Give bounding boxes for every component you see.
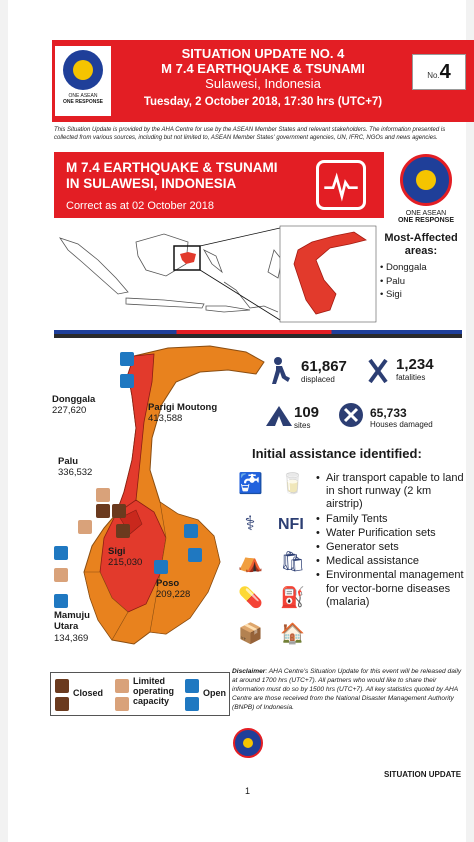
list-item: • Donggala — [380, 261, 466, 274]
most-affected-heading: Most-Affected areas: — [384, 232, 458, 257]
stat-value: 61,867 — [301, 358, 347, 375]
boxes-icon: 📦 — [238, 623, 263, 645]
update-number-box — [412, 54, 466, 90]
logo-tagline-2: ONE RESPONSE — [62, 99, 103, 105]
port-limited-icon — [78, 520, 92, 534]
place-palu — [58, 456, 92, 479]
place-name: Mamuju Utara — [54, 610, 90, 633]
update-number-value: 4 — [439, 61, 451, 83]
header-update-number: SITUATION UPDATE NO. 4 — [181, 46, 345, 61]
jerry-can-icon: ⛽ — [280, 587, 305, 609]
place-sigi — [108, 546, 142, 569]
port-closed-icon — [96, 504, 110, 518]
water-tap-icon: 🚰 — [238, 473, 263, 495]
port-open-icon — [120, 374, 134, 388]
logo-tagline-1: ONE ASEAN — [405, 210, 447, 217]
logo-tagline-2: ONE RESPONSE — [397, 217, 454, 224]
list-item: • Family Tents — [316, 513, 464, 526]
place-name: Poso — [156, 578, 180, 589]
place-population: 413,588 — [148, 413, 183, 425]
tent-icon: ⛺ — [238, 551, 263, 573]
list-item: • Palu — [380, 275, 466, 288]
legend-closed-port-icon — [55, 697, 69, 711]
most-affected-panel — [376, 232, 466, 301]
stat-value: 65,733 — [370, 406, 407, 420]
most-affected-list — [380, 261, 466, 301]
disclaimer-lead: Disclaimer — [232, 668, 266, 675]
update-number-prefix: No. — [427, 71, 440, 80]
medical-caduceus-icon: ⚕ — [244, 513, 256, 535]
stat-fatalities — [396, 356, 434, 382]
legend-limited-label: Limited operating capacity — [133, 676, 175, 706]
page-number: 1 — [245, 786, 251, 796]
header-banner — [52, 40, 474, 122]
aha-centre-logo — [55, 46, 111, 116]
divider-stripes — [54, 330, 462, 338]
water-glass-icon: 🥛 — [280, 473, 305, 495]
stat-label: Houses damaged — [370, 420, 433, 429]
list-item: • Medical assistance — [316, 555, 464, 568]
airport-closed-icon — [112, 504, 126, 518]
list-item: • Air transport capable to land in short runway (2 km airstrip) — [316, 472, 464, 512]
footer-label: SITUATION UPDATE — [384, 770, 462, 779]
legend-closed-label: Closed — [73, 688, 104, 698]
port-open-icon — [54, 594, 68, 608]
map-legend — [50, 672, 230, 716]
port-open-icon — [54, 546, 68, 560]
airport-open-icon — [184, 524, 198, 538]
banner-title-2: IN SULAWESI, INDONESIA — [66, 176, 237, 192]
place-name: Parigi Moutong — [148, 402, 218, 413]
place-population: 336,532 — [58, 467, 93, 479]
displaced-person-icon — [266, 356, 296, 386]
stat-label: fatalities — [396, 373, 426, 382]
asean-emblem-icon — [233, 728, 263, 758]
legend-open-airport-icon — [185, 679, 199, 693]
header-event: M 7.4 EARTHQUAKE & TSUNAMI — [161, 61, 365, 76]
legend-open-label: Open — [203, 688, 227, 698]
heartbeat-icon — [316, 160, 366, 210]
legend-limited-airport-icon — [115, 679, 129, 693]
stat-value: 109 — [294, 404, 320, 421]
port-limited-icon — [96, 488, 110, 502]
port-open-icon — [154, 560, 168, 574]
pill-icon: 💊 — [238, 587, 263, 609]
disclaimer-text: : AHA Centre's Situation Update for this event will be released daily at around 1700 hrs (UTC+7). All partners who would like to share their information must do so by 1500 hrs (UTC+7). All key statistics quoted by AHA Centre are those received from the National Disaster Management Authority (BNPB) of Indonesia. — [232, 668, 462, 711]
place-parigi-moutong — [148, 402, 217, 425]
top-disclaimer: This Situation Update is provided by the AHA Centre for use by the ASEAN Member States and relevant stakeholders. The information presented is collected from various sources, including but not limited to, ASEAN Member States' government agencies, UN, IFRC, NGOs and news agencies. — [54, 127, 446, 142]
list-item: • Generator sets — [316, 541, 464, 554]
airport-limited-icon — [54, 568, 68, 582]
banner-title-1: M 7.4 EARTHQUAKE & TSUNAMI — [66, 160, 278, 175]
aha-centre-logo-footer — [230, 728, 266, 772]
place-donggala — [52, 394, 95, 417]
asean-emblem-icon — [63, 50, 103, 90]
assistance-list — [316, 472, 464, 610]
stat-displaced — [301, 358, 347, 384]
banner-correct-as-at: Correct as at 02 October 2018 — [66, 200, 214, 213]
place-name: Donggala — [52, 394, 96, 405]
list-item: • Sigi — [380, 288, 466, 301]
header-date: Tuesday, 2 October 2018, 17:30 hrs (UTC+7) — [143, 96, 383, 108]
list-item: • Environmental management for vector-borne diseases (malaria) — [316, 569, 464, 609]
legend-closed-airport-icon — [55, 679, 69, 693]
legend-limited-port-icon — [115, 697, 129, 711]
stat-sites — [294, 404, 319, 430]
assistance-heading: Initial assistance identified: — [252, 446, 422, 461]
port-closed-icon — [116, 524, 130, 538]
stat-label: sites — [294, 421, 311, 430]
tent-icon — [264, 404, 294, 428]
place-name: Sigi — [108, 546, 126, 557]
airport-open-icon — [120, 352, 134, 366]
stripe-bottom — [54, 334, 462, 338]
shelter-icon: 🏠 — [280, 623, 305, 645]
place-poso — [156, 578, 190, 601]
header-location: Sulawesi, Indonesia — [205, 76, 321, 91]
house-damaged-icon — [338, 402, 364, 428]
place-population: 227,620 — [52, 405, 87, 417]
seed-bag-icon: 🛍 — [280, 551, 306, 573]
legend-open-port-icon — [185, 697, 199, 711]
bottom-disclaimer — [232, 668, 464, 712]
list-item: • Water Purification sets — [316, 527, 464, 540]
place-population: 215,030 — [108, 557, 143, 569]
place-name: Palu — [58, 456, 79, 467]
stat-value: 1,234 — [396, 356, 434, 373]
place-population: 134,369 — [54, 632, 89, 644]
stat-houses — [370, 406, 433, 429]
place-mamuju-utara — [54, 610, 116, 644]
fatalities-icon — [366, 356, 390, 386]
nfi-icon: NFI — [278, 516, 304, 533]
document-page — [8, 0, 466, 842]
stat-label: displaced — [301, 375, 335, 384]
port-open-icon — [188, 548, 202, 562]
asean-emblem-icon — [400, 154, 452, 206]
logo-tagline-1: ONE ASEAN — [68, 93, 98, 99]
place-population: 209,228 — [156, 589, 191, 601]
